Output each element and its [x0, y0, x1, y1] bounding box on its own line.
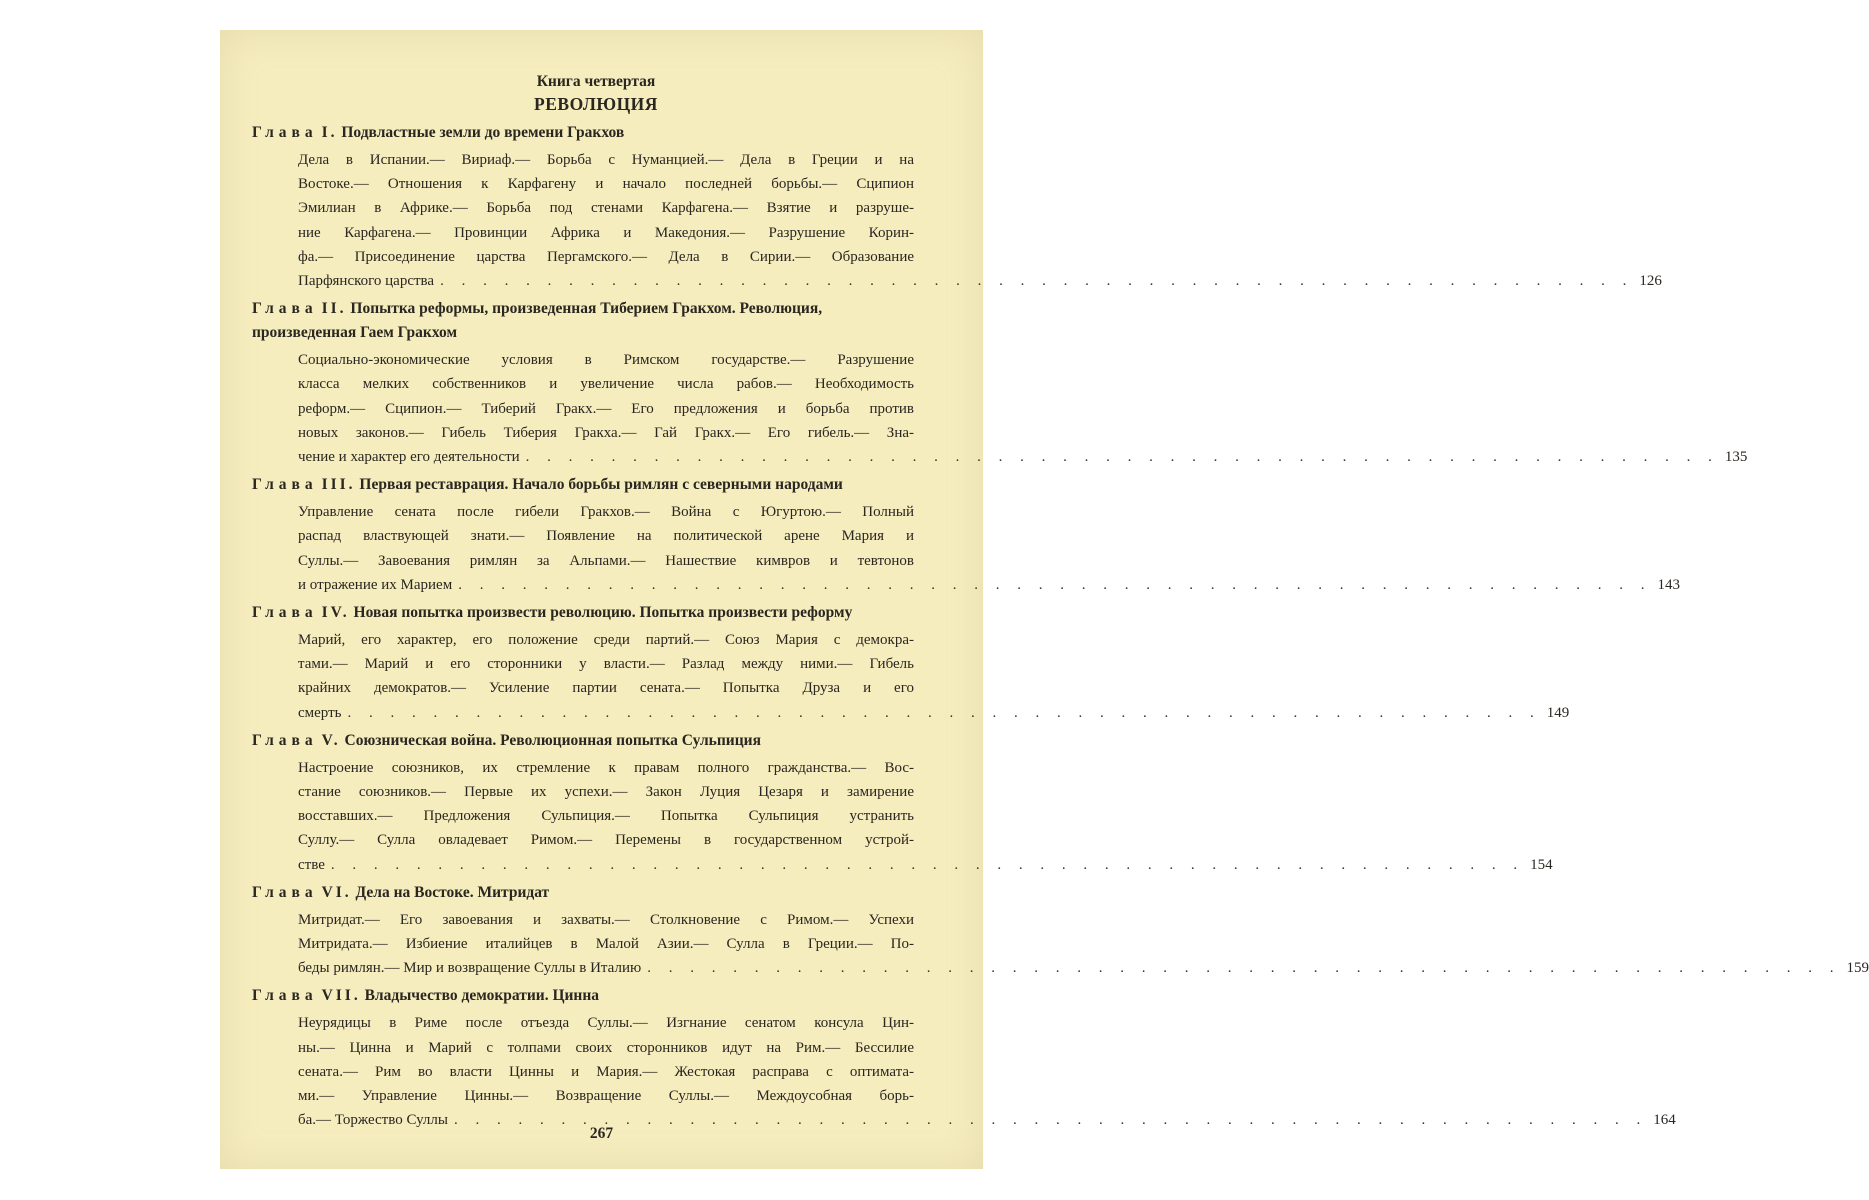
summary-last-line [298, 701, 1570, 725]
summary-last-line [298, 853, 1553, 877]
dot-leader: . . . . . . . . . . . . . . . . . . . . . . . . . . . . . . . . . . . . . . . . . . . . . . . . . . . . . . . . [330, 856, 1525, 873]
summary-line: чение и характер его деятельности [298, 449, 520, 466]
summary-line: стание союзников.— Первые их успехи.— Закон Луция Цезаря и замирение [298, 784, 914, 801]
summary-last-line [298, 445, 1748, 469]
chapter-number: V. [321, 731, 341, 749]
chapter-title: Попытка реформы, произведенная Тиберием Гракхом. Революция, произведенная Гаем Гракхом [252, 300, 823, 342]
summary-line: крайних демократов.— Усиление партии сената.— Попытка Друза и его [298, 680, 914, 697]
chapter-summary [298, 500, 1680, 597]
toc-page-number: 126 [1639, 273, 1662, 290]
summary-line: реформ.— Сципион.— Тиберий Гракх.— Его предложения и борьба против [298, 400, 914, 417]
dot-leader: . . . . . . . . . . . . . . . . . . . . . . . . . . . . . . . . . . . . . . . . . . . . . . . . . . . . . . . . [458, 576, 1652, 593]
summary-line: ми.— Управление Цинны.— Возвращение Суллы.— Междоусобная борь- [298, 1088, 914, 1105]
chapter-summary [298, 908, 1869, 981]
summary-line: Митридата.— Избиение италийцев в Малой Азии.— Сулла в Греции.— По- [298, 936, 914, 953]
toc-page-number: 135 [1724, 449, 1748, 466]
summary-last-line [298, 269, 1662, 293]
toc-entry [252, 601, 1570, 725]
chapter-heading [252, 984, 914, 1008]
chapter-title: Подвластные земли до времени Гракхов [341, 124, 625, 141]
chapter-summary [298, 1011, 1676, 1132]
summary-line: ба.— Торжество Суллы [298, 1112, 448, 1129]
summary-line: распад властвующей знати.— Появление на политической арене Мария и [298, 528, 914, 545]
chapter-title: Союзническая война. Революционная попытка Сульпиция [344, 731, 761, 749]
summary-line: стве [298, 856, 325, 873]
summary-last-line [298, 956, 1869, 980]
toc-entry [252, 473, 1680, 597]
dot-leader: . . . . . . . . . . . . . . . . . . . . . . . . . . . . . . . . . . . . . . . . . . . . . . . . . . . . . . . . [454, 1112, 1648, 1129]
summary-line: восставших.— Предложения Сульпиция.— Попытка Сульпиция устранить [298, 808, 914, 825]
toc-page-number: 159 [1846, 960, 1869, 977]
summary-line: Востоке.— Отношения к Карфагену и начало последней борьбы.— Сципион [298, 176, 914, 193]
summary-line: беды римлян.— Мир и возвращение Суллы в Италию [298, 960, 642, 977]
chapter-heading [252, 601, 914, 625]
summary-last-line [298, 573, 1680, 597]
chapter-word: Глава [252, 987, 318, 1005]
chapter-word: Глава [252, 124, 318, 141]
dot-leader: . . . . . . . . . . . . . . . . . . . . . . . . . . . . . . . . . . . . . . . . . . . . . . . . . . . . . . . . [347, 704, 1541, 721]
summary-line: Эмилиан в Африке.— Борьба под стенами Карфагена.— Взятие и разруше- [298, 200, 914, 217]
summary-line: Марий, его характер, его положение среди партий.— Союз Мария с демокра- [298, 632, 914, 649]
summary-line: и отражение их Марием [298, 576, 453, 593]
chapter-word: Глава [252, 476, 318, 494]
chapter-summary [298, 628, 1570, 725]
summary-line: сената.— Рим во власти Цинны и Мария.— Жестокая расправа с оптимата- [298, 1063, 914, 1080]
summary-line: смерть [298, 704, 342, 721]
summary-line: фа.— Присоединение царства Пергамского.— Дела в Сирии.— Образование [298, 248, 914, 265]
chapter-number: VI. [321, 883, 352, 901]
summary-line: ны.— Цинна и Марий с толпами своих сторонников идут на Рим.— Бессилие [298, 1039, 914, 1056]
chapter-summary [298, 756, 1553, 877]
summary-line: Суллы.— Завоевания римлян за Альпами.— Нашествие кимвров и тевтонов [298, 552, 914, 569]
chapter-number: VII. [321, 987, 361, 1005]
chapter-word: Глава [252, 604, 318, 622]
chapter-summary [298, 148, 1662, 293]
summary-line: класса мелких собственников и увеличение числа рабов.— Необходимость [298, 376, 914, 393]
chapter-number: III. [321, 476, 356, 494]
summary-line: Дела в Испании.— Вириаф.— Борьба с Нуманцией.— Дела в Греции и на [298, 152, 914, 168]
chapter-title: Владычество демократии. Цинна [364, 987, 600, 1005]
toc-page-number: 154 [1530, 856, 1553, 873]
toc-entry [252, 729, 1553, 877]
summary-line: тами.— Марий и его сторонники у власти.— Разлад между ними.— Гибель [298, 656, 914, 673]
chapter-heading [252, 297, 914, 345]
chapter-title: Первая реставрация. Начало борьбы римлян с северными народами [359, 476, 843, 494]
chapter-number: I. [321, 124, 338, 141]
toc-page-number: 143 [1657, 576, 1680, 593]
chapter-heading [252, 729, 914, 753]
toc-entry [252, 881, 1869, 981]
summary-line: Настроение союзников, их стремление к правам полного гражданства.— Вос- [298, 759, 914, 776]
toc-entry [252, 984, 1676, 1132]
summary-line: Митридат.— Его завоевания и захваты.— Столкновение с Римом.— Успехи [298, 911, 914, 928]
summary-line: Парфянского царства [298, 273, 435, 290]
chapter-summary [298, 348, 1748, 469]
chapter-number: II. [321, 300, 347, 318]
summary-line: Социально-экономические условия в Римском государстве.— Разрушение [298, 352, 914, 369]
toc-entry [252, 297, 1748, 469]
table-of-contents [252, 72, 1869, 1137]
chapter-title: Дела на Востоке. Митридат [355, 883, 550, 901]
summary-line: новых законов.— Гибель Тиберия Гракха.— Гай Гракх.— Его гибель.— Зна- [298, 424, 914, 441]
toc-entry [252, 121, 1662, 293]
summary-line: Суллу.— Сулла овладевает Римом.— Перемены в государственном устрой- [298, 832, 914, 849]
toc-page-number: 149 [1546, 704, 1570, 721]
chapter-word: Глава [252, 300, 318, 318]
book-part-title: РЕВОЛЮЦИЯ [534, 94, 658, 114]
dot-leader: . . . . . . . . . . . . . . . . . . . . . . . . . . . . . . . . . . . . . . . . . . . . . . . . . . . . . . . . [440, 273, 1634, 290]
chapter-heading [252, 881, 914, 905]
summary-line: Управление сената после гибели Гракхов.— Война с Югуртою.— Полный [298, 504, 914, 521]
page-number: 267 [589, 1125, 614, 1142]
dot-leader: . . . . . . . . . . . . . . . . . . . . . . . . . . . . . . . . . . . . . . . . . . . . . . . . . . . . . . . . [647, 960, 1841, 977]
dot-leader: . . . . . . . . . . . . . . . . . . . . . . . . . . . . . . . . . . . . . . . . . . . . . . . . . . . . . . . . [525, 449, 1719, 466]
book-part-label: Книга четвертая [536, 73, 656, 90]
summary-line: Неурядицы в Риме после отъезда Суллы.— Изгнание сенатом консула Цин- [298, 1015, 914, 1032]
book-page [220, 30, 1869, 1169]
chapter-list [252, 121, 1869, 1133]
toc-page-number: 164 [1653, 1112, 1676, 1129]
summary-line: ние Карфагена.— Провинции Африка и Македония.— Разрушение Корин- [298, 224, 914, 241]
chapter-word: Глава [252, 731, 318, 749]
chapter-number: IV. [321, 604, 350, 622]
chapter-title: Новая попытка произвести революцию. Попытка произвести реформу [353, 604, 853, 622]
chapter-heading [252, 473, 914, 497]
chapter-heading [252, 121, 914, 145]
chapter-word: Глава [252, 883, 318, 901]
